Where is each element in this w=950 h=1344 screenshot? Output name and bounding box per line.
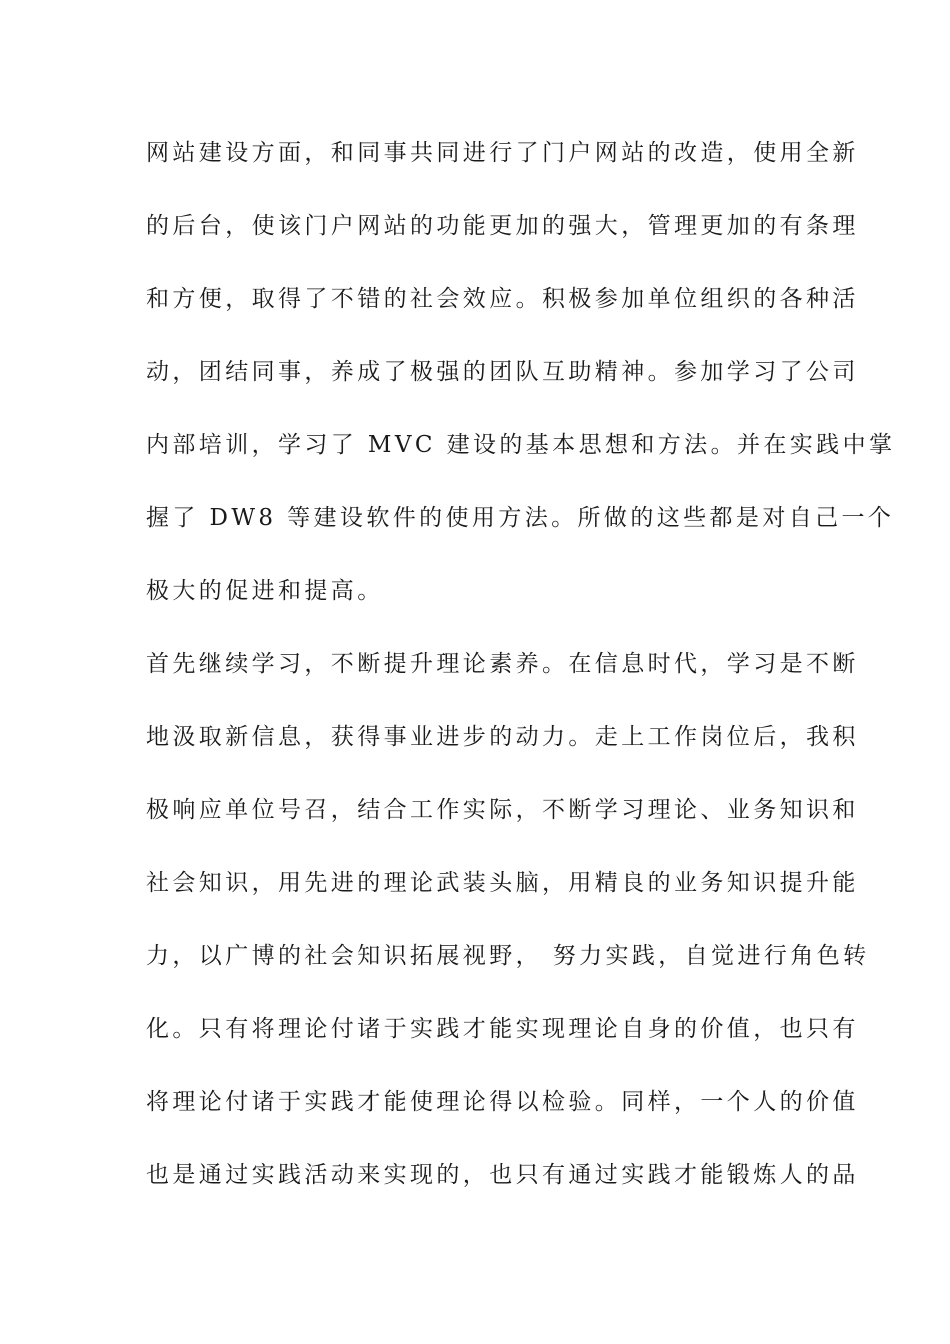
paragraph-2-line-7: 将理论付诸于实践才能使理论得以检验。同样，一个人的价值 [146, 1089, 859, 1115]
paragraph-1-line-6: 握了 DW8 等建设软件的使用方法。所做的这些都是对自己一个 [146, 505, 895, 531]
paragraph-2-line-1: 首先继续学习，不断提升理论素养。在信息时代，学习是不断 [146, 651, 859, 677]
paragraph-1-line-4: 动，团结同事，养成了极强的团队互助精神。参加学习了公司 [146, 359, 859, 385]
paragraph-1-line-5: 内部培训，学习了 MVC 建设的基本思想和方法。并在实践中掌 [146, 432, 896, 458]
paragraph-2-line-4: 社会知识，用先进的理论武装头脑，用精良的业务知识提升能 [146, 870, 859, 896]
paragraph-1-line-7: 极大的促进和提高。 [146, 578, 384, 604]
paragraph-1-line-3: 和方便，取得了不错的社会效应。积极参加单位组织的各种活 [146, 286, 859, 312]
paragraph-1-line-2: 的后台，使该门户网站的功能更加的强大，管理更加的有条理 [146, 213, 859, 239]
paragraph-2-line-6: 化。只有将理论付诸于实践才能实现理论自身的价值，也只有 [146, 1016, 859, 1042]
paragraph-1-line-1: 网站建设方面，和同事共同进行了门户网站的改造，使用全新 [146, 140, 859, 166]
paragraph-2-line-5: 力，以广博的社会知识拓展视野， 努力实践，自觉进行角色转 [146, 943, 870, 969]
paragraph-2-line-2: 地汲取新信息，获得事业进步的动力。走上工作岗位后，我积 [146, 724, 859, 750]
paragraph-2-line-3: 极响应单位号召，结合工作实际，不断学习理论、业务知识和 [146, 797, 859, 823]
paragraph-2-line-8: 也是通过实践活动来实现的，也只有通过实践才能锻炼人的品 [146, 1162, 859, 1188]
